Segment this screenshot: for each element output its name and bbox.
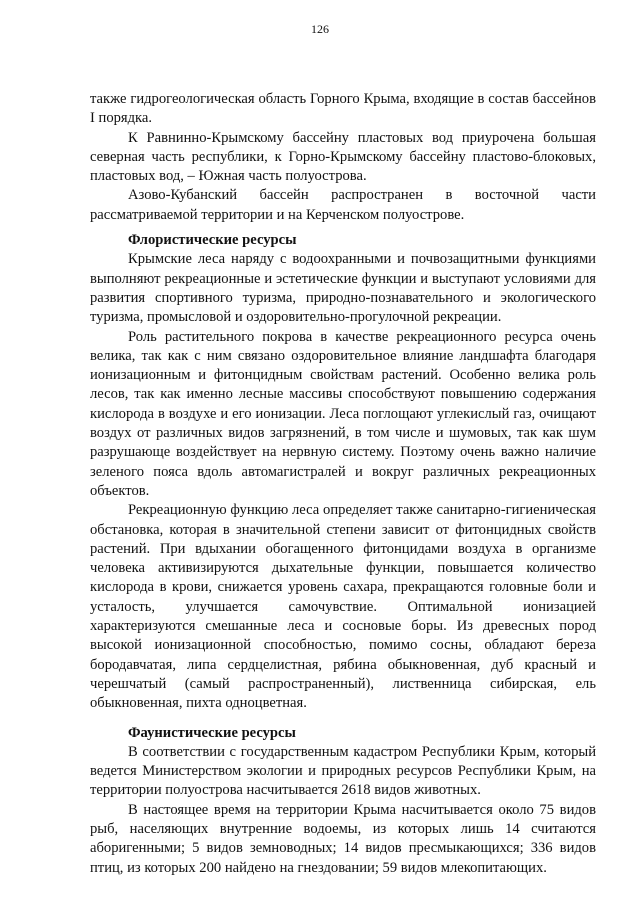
paragraph: К Равнинно-Крымскому бассейну пластовых вод приурочена большая северная часть республики, к Горно-Крымскому бассейну пластово-блоковых, пластовых вод, – Южная часть полуострова.	[90, 129, 596, 185]
paragraph: Крымские леса наряду с водоохранными и почвозащитными функциями выполняют рекреационные и эстетические функции и выступают условиями для развития спортивного туризма, природно-познавательного и экологического туризма, промысловой и оздоровительно-прогулочной рекреации.	[90, 251, 596, 326]
paragraph: Рекреационную функцию леса определяет также санитарно-гигиеническая обстановка, которая в значительной степени зависит от фитонцидных свойств растений. При вдыхании обогащенного фитонцидами воздуха в организме человека активизируются дыхательные функции, повышается количество кислорода в крови, снижается уровень сахара, прекращаются головные боли и усталость, улучшается самочувствие. Оптимальной ионизацией характеризуются смешанные леса и сосновые боры. Из древесных пород высокой ионизационной способностью, помимо сосны, обладают береза бородавчатая, липа сердцелистная, рябина обыкновенная, дуб красный и черешчатый (самый распространенный), лиственница сибирская, ель обыкновенная, пихта одноцветная.	[90, 502, 596, 712]
section-heading-fauna: Фаунистические ресурсы	[128, 724, 296, 741]
paragraph: В настоящее время на территории Крыма насчитывается около 75 видов рыб, населяющих внутренние водоемы, из которых лишь 14 считаются аборигенными; 5 видов земноводных; 14 видов пресмыкающихся; 336 видов птиц, из которых 200 найдено на гнездовании; 59 видов млекопитающих.	[90, 801, 596, 876]
paragraph: также гидрогеологическая область Горного Крыма, входящие в состав бассейнов I порядка.	[90, 91, 596, 127]
document-body	[90, 90, 596, 878]
paragraph: Азово-Кубанский бассейн распространен в восточной части рассматриваемой территории и на Керченском полуострове.	[90, 187, 596, 223]
paragraph: Роль растительного покрова в качестве рекреационного ресурса очень велика, так как с ним связано оздоровительное влияние ландшафта благодаря ионизационным и фитонцидным свойствам растений. Особенно велика роль лесов, так как именно лесные массивы способствуют повышению содержания кислорода в воздухе и его ионизации. Леса поглощают углекислый газ, очищают воздух от различных видов загрязнений, в том числе и шумовых, так как шум разрушающе воздействует на нервную систему. Поэтому очень важно наличие зеленого пояса вдоль автомагистралей и вокруг различных рекреационных объектов.	[90, 328, 596, 499]
paragraph: В соответствии с государственным кадастром Республики Крым, который ведется Министерством экологии и природных ресурсов Республики Крым, на территории полуострова насчитывается 2618 видов животных.	[90, 743, 596, 799]
section-heading-flora: Флористические ресурсы	[128, 232, 297, 249]
page-number: 126	[311, 22, 329, 36]
